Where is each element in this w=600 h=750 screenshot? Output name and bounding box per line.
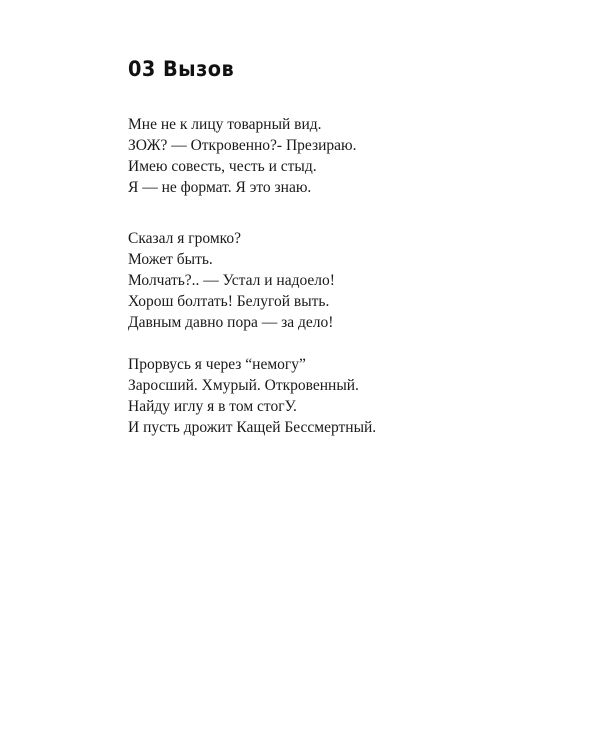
verse-line: И пусть дрожит Кащей Бессмертный.	[128, 419, 377, 436]
poem-title: 03 Вызов	[128, 57, 235, 81]
verse-line: Найду иглу я в том стогУ.	[128, 398, 297, 415]
verse-line: Может быть.	[128, 251, 213, 268]
stanza-3	[128, 354, 376, 438]
verse-line: Сказал я громко?	[128, 230, 242, 247]
verse-line: Молчать?.. — Устал и надоело!	[128, 272, 335, 289]
verse-line: ЗОЖ? — Откровенно?- Презираю.	[128, 137, 357, 154]
verse-line: Я — не формат. Я это знаю.	[128, 179, 312, 196]
verse-line: Заросший. Хмурый. Откровенный.	[128, 377, 359, 394]
stanza-2	[128, 228, 335, 333]
verse-line: Имею совесть, честь и стыд.	[128, 158, 317, 175]
verse-line: Давным давно пора — за дело!	[128, 314, 334, 331]
verse-line: Прорвусь я через “немогу”	[128, 356, 306, 373]
verse-line: Мне не к лицу товарный вид.	[128, 116, 322, 133]
stanza-1	[128, 114, 356, 198]
verse-line: Хорош болтать! Белугой выть.	[128, 293, 330, 310]
